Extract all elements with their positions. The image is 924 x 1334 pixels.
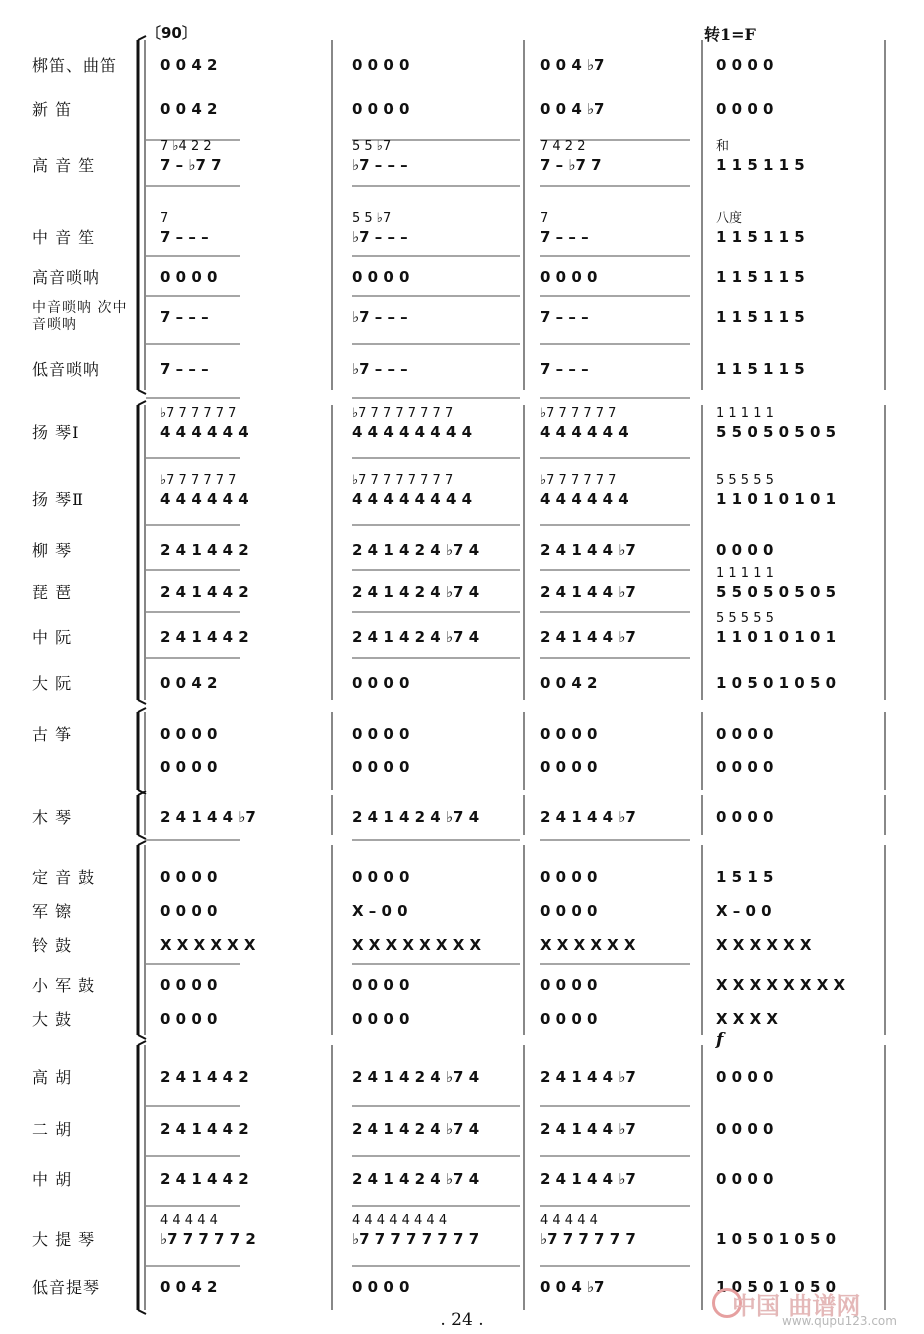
measure-cell: 7 – – –	[540, 360, 589, 378]
instrument-label: 二 胡	[32, 1120, 73, 1139]
measure-cell: 5 5 0 5 0 5 0 5	[716, 423, 837, 441]
measure-cell-second-staff: 0 0 0 0	[160, 758, 218, 776]
measure-upper-notes: 7	[160, 211, 169, 226]
instrument-label: 中 阮	[32, 628, 73, 647]
bracket-hook	[138, 390, 146, 394]
measure-upper-notes: 5 5 ♭7	[352, 211, 392, 226]
instrument-label: 梆笛、曲笛	[32, 56, 118, 75]
measure-cell: 2 4 1 4 2 4 ♭7 4	[352, 1120, 480, 1138]
measure-cell: 1 1 5 1 1 5	[716, 308, 805, 326]
measure-cell: 1 1 5 1 1 5	[716, 228, 805, 246]
measure-cell: 0 0 0 0	[716, 1170, 774, 1188]
measure-cell: 0 0 0 0	[716, 100, 774, 118]
measure-cell: 4 4 4 4 4 4	[160, 490, 249, 508]
measure-cell: 4 4 4 4 4 4	[160, 423, 249, 441]
watermark	[712, 1284, 918, 1328]
instrument-label: 中 音 笙	[32, 228, 96, 247]
measure-cell: ♭7 – – –	[352, 228, 408, 246]
measure-cell: 0 0 0 0	[540, 902, 598, 920]
measure-cell: 0 0 0 0	[352, 1010, 410, 1028]
measure-cell: 0 0 0 0	[716, 1068, 774, 1086]
measure-upper-notes: 7 ♭4 2 2	[160, 139, 212, 154]
bracket-hook	[138, 700, 146, 704]
measure-cell: 0 0 0 0	[352, 868, 410, 886]
instrument-label: 铃 鼓	[32, 936, 73, 955]
page-number: . 24 .	[440, 1310, 484, 1330]
measure-cell: 0 0 0 0	[352, 268, 410, 286]
instrument-label: 高音唢呐	[32, 268, 101, 287]
measure-cell: ♭7 7 7 7 7 7	[540, 1230, 636, 1248]
measure-cell: 4 4 4 4 4 4 4 4	[352, 423, 473, 441]
measure-cell: 2 4 1 4 2 4 ♭7 4	[352, 1170, 480, 1188]
key-modulation: 转1=F	[704, 25, 756, 44]
measure-cell: 0 0 4 ♭7	[540, 1278, 605, 1296]
watermark-brand: 中国 曲谱网	[732, 1292, 861, 1320]
measure-cell: 5 5 0 5 0 5 0 5	[716, 583, 837, 601]
instrument-label: 扬 琴Ⅰ	[32, 423, 80, 442]
instrument-label: 扬 琴Ⅱ	[32, 490, 84, 509]
measure-upper-notes: 5 5 ♭7	[352, 139, 392, 154]
measure-cell-second-staff: 0 0 0 0	[540, 758, 598, 776]
measure-cell-second-staff: 0 0 0 0	[352, 758, 410, 776]
measure-cell: 4 4 4 4 4 4	[540, 423, 629, 441]
measure-cell: 0 0 0 0	[352, 976, 410, 994]
measure-cell: 0 0 0 0	[160, 868, 218, 886]
measure-cell: 2 4 1 4 2 4 ♭7 4	[352, 628, 480, 646]
measure-cell: 0 0 4 ♭7	[540, 100, 605, 118]
measure-cell: 2 4 1 4 4 ♭7	[540, 583, 636, 601]
measure-upper-notes: 1 1 1 1 1	[716, 406, 774, 421]
measure-upper-notes: 八度	[716, 211, 743, 226]
instrument-label: 柳 琴	[32, 541, 73, 560]
bracket-hook	[138, 835, 146, 839]
measure-cell: 0 0 0 0	[352, 1278, 410, 1296]
dynamic-marking: f	[716, 1030, 724, 1050]
instrument-label: 大 提 琴	[32, 1230, 96, 1249]
measure-cell: 0 0 0 0	[540, 1010, 598, 1028]
measure-cell: 2 4 1 4 2 4 ♭7 4	[352, 583, 480, 601]
measure-upper-notes: 4 4 4 4 4	[540, 1213, 598, 1228]
measure-cell: 1 5 1 5	[716, 868, 774, 886]
measure-cell: X X X X X X X X	[716, 976, 846, 994]
measure-cell-second-staff: 0 0 0 0	[716, 758, 774, 776]
measure-upper-notes: 5 5 5 5 5	[716, 473, 774, 488]
measure-cell: 7 – ♭7 7	[540, 156, 602, 174]
measure-cell: 2 4 1 4 4 2	[160, 1120, 249, 1138]
measure-cell: 2 4 1 4 4 2	[160, 541, 249, 559]
measure-cell: 2 4 1 4 4 2	[160, 628, 249, 646]
measure-upper-notes: 1 1 1 1 1	[716, 566, 774, 581]
measure-cell: X X X X	[716, 1010, 778, 1028]
measure-cell: 0 0 0 0	[160, 1010, 218, 1028]
measure-cell: 0 0 0 0	[540, 868, 598, 886]
measure-cell: 0 0 0 0	[352, 100, 410, 118]
measure-cell: 2 4 1 4 4 2	[160, 1068, 249, 1086]
measure-cell: X – 0 0	[716, 902, 772, 920]
measure-cell: 1 0 5 0 1 0 5 0	[716, 674, 837, 692]
measure-upper-notes: 4 4 4 4 4 4 4 4	[352, 1213, 448, 1228]
measure-cell: 0 0 4 ♭7	[540, 56, 605, 74]
measure-cell: 1 1 5 1 1 5	[716, 268, 805, 286]
measure-upper-notes: ♭7 7 7 7 7 7 7 7	[352, 406, 454, 421]
instrument-label: 低音提琴	[32, 1278, 101, 1297]
measure-cell: 2 4 1 4 4 2	[160, 1170, 249, 1188]
measure-cell: 2 4 1 4 4 ♭7	[540, 1170, 636, 1188]
measure-cell: X X X X X X	[540, 936, 636, 954]
measure-cell: X X X X X X	[716, 936, 812, 954]
measure-cell: 0 0 0 0	[716, 725, 774, 743]
measure-cell: 2 4 1 4 2 4 ♭7 4	[352, 1068, 480, 1086]
measure-cell: 0 0 0 0	[540, 268, 598, 286]
measure-cell: 0 0 0 0	[352, 674, 410, 692]
measure-cell: 7 – – –	[160, 308, 209, 326]
instrument-label: 中 胡	[32, 1170, 73, 1189]
measure-cell: ♭7 7 7 7 7 2	[160, 1230, 256, 1248]
measure-cell: 2 4 1 4 4 ♭7	[540, 541, 636, 559]
watermark-url: www.qupu123.com	[782, 1314, 897, 1328]
instrument-label: 大 鼓	[32, 1010, 73, 1029]
measure-cell: 0 0 4 2	[160, 1278, 218, 1296]
bracket-hook	[138, 1035, 146, 1039]
instrument-label: 定 音 鼓	[32, 868, 96, 887]
measure-cell: 2 4 1 4 2 4 ♭7 4	[352, 541, 480, 559]
bracket-hook	[138, 841, 146, 845]
measure-cell: 7 – ♭7 7	[160, 156, 222, 174]
measure-upper-notes: 5 5 5 5 5	[716, 611, 774, 626]
instrument-label: 军 镲	[32, 902, 73, 921]
bracket-hook	[138, 401, 146, 405]
measure-cell: X – 0 0	[352, 902, 408, 920]
measure-cell: 2 4 1 4 4 ♭7	[540, 1068, 636, 1086]
measure-cell: 2 4 1 4 4 ♭7	[540, 808, 636, 826]
measure-upper-notes: ♭7 7 7 7 7 7 7 7	[352, 473, 454, 488]
measure-cell: ♭7 – – –	[352, 360, 408, 378]
measure-cell: 0 0 0 0	[160, 902, 218, 920]
instrument-label: 新 笛	[32, 100, 73, 119]
rehearsal-mark: 〔90〕	[146, 24, 197, 42]
measure-cell: 7 – – –	[540, 308, 589, 326]
measure-cell: 1 1 5 1 1 5	[716, 360, 805, 378]
measure-cell: 7 – – –	[540, 228, 589, 246]
measure-cell: 0 0 0 0	[716, 808, 774, 826]
measure-cell: 1 1 0 1 0 1 0 1	[716, 628, 837, 646]
measure-cell: 1 0 5 0 1 0 5 0	[716, 1230, 837, 1248]
measure-upper-notes: 7	[540, 211, 549, 226]
measure-cell: ♭7 7 7 7 7 7 7 7	[352, 1230, 480, 1248]
instrument-label: 高 胡	[32, 1068, 73, 1087]
instrument-label: 小 军 鼓	[32, 976, 96, 995]
bracket-hook	[138, 36, 146, 40]
measure-cell: 2 4 1 4 4 ♭7	[540, 1120, 636, 1138]
measure-cell: 0 0 0 0	[352, 56, 410, 74]
measure-cell: X X X X X X	[160, 936, 256, 954]
measure-upper-notes: 7 4 2 2	[540, 139, 586, 154]
measure-cell: ♭7 – – –	[352, 156, 408, 174]
measure-cell: 4 4 4 4 4 4 4 4	[352, 490, 473, 508]
measure-cell: 1 0 5 0 1 0 5 0	[716, 1278, 837, 1296]
bracket-hook	[138, 708, 146, 712]
measure-cell: 7 – – –	[160, 228, 209, 246]
bracket-hook	[138, 1041, 146, 1045]
measure-cell: 0 0 4 2	[160, 100, 218, 118]
measure-cell: 1 1 0 1 0 1 0 1	[716, 490, 837, 508]
instrument-label: 琵 琶	[32, 583, 73, 602]
measure-cell: 0 0 4 2	[160, 56, 218, 74]
measure-upper-notes: ♭7 7 7 7 7 7	[160, 406, 237, 421]
instrument-label: 中音唢呐 次中音唢呐	[32, 300, 128, 333]
instrument-label: 高 音 笙	[32, 156, 96, 175]
measure-cell: 0 0 0 0	[540, 725, 598, 743]
instrument-label: 大 阮	[32, 674, 73, 693]
measure-cell: 2 4 1 4 2 4 ♭7 4	[352, 808, 480, 826]
measure-cell: 0 0 0 0	[160, 725, 218, 743]
measure-cell: 0 0 0 0	[716, 56, 774, 74]
measure-cell: 0 0 0 0	[716, 541, 774, 559]
measure-cell: 4 4 4 4 4 4	[540, 490, 629, 508]
measure-cell: 0 0 0 0	[160, 976, 218, 994]
measure-cell: X X X X X X X X	[352, 936, 482, 954]
measure-cell: 0 0 4 2	[540, 674, 598, 692]
measure-cell: 0 0 0 0	[540, 976, 598, 994]
instrument-label: 古 筝	[32, 725, 73, 744]
measure-cell: 0 0 0 0	[160, 268, 218, 286]
measure-cell: ♭7 – – –	[352, 308, 408, 326]
measure-cell: 2 4 1 4 4 ♭7	[160, 808, 256, 826]
measure-upper-notes: ♭7 7 7 7 7 7	[160, 473, 237, 488]
measure-cell: 2 4 1 4 4 2	[160, 583, 249, 601]
measure-cell: 0 0 0 0	[716, 1120, 774, 1138]
measure-cell: 2 4 1 4 4 ♭7	[540, 628, 636, 646]
measure-upper-notes: 4 4 4 4 4	[160, 1213, 218, 1228]
measure-upper-notes: 和	[716, 139, 730, 154]
measure-cell: 1 1 5 1 1 5	[716, 156, 805, 174]
measure-upper-notes: ♭7 7 7 7 7 7	[540, 473, 617, 488]
measure-cell: 7 – – –	[160, 360, 209, 378]
measure-cell: 0 0 4 2	[160, 674, 218, 692]
instrument-label: 低音唢呐	[32, 360, 101, 379]
instrument-label: 木 琴	[32, 808, 73, 827]
measure-cell: 0 0 0 0	[352, 725, 410, 743]
measure-upper-notes: ♭7 7 7 7 7 7	[540, 406, 617, 421]
